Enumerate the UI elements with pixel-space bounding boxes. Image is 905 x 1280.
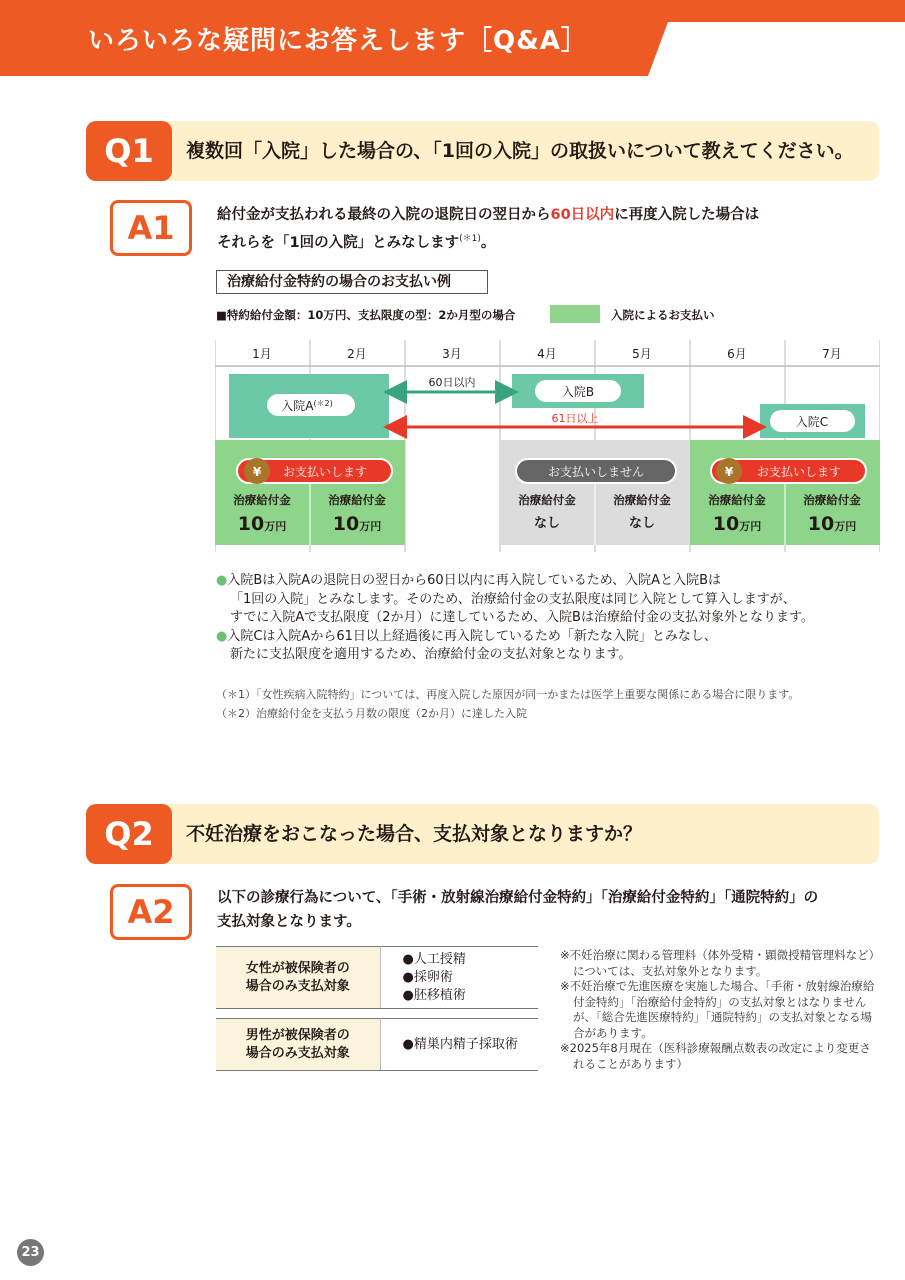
example-condition: ■特約給付金額：10万円、支払限度の型：2か月型の場合 [216,308,516,322]
a2-badge: A2 [110,884,192,940]
page-number: 23 [17,1239,44,1266]
svg-text:なし: なし [533,516,561,531]
q1-badge: Q1 [86,121,172,181]
q2-question: 不妊治療をおこなった場合、支払対象となりますか？ [186,823,643,845]
svg-text:治療給付金: 治療給付金 [328,493,386,507]
q2-badge: Q2 [86,804,172,864]
q2-side-notes: ※不妊治療に関わる管理料（体外受精・顕微授精管理料など）については、支払対象外となります。 ※不妊治療で先進医療を実施した場合、「手術・放射線治療給付金特約」「治療給付金特約」の支払対象とはなりませんが、「総合先進医療特約」「通院特約」の支払対象となる場合があります。 ※2025年8月現在（医科診療報酬点数表の改定により変更されることがあります） [560,948,875,1071]
stay-a [229,374,389,438]
pay-pill-c [711,458,866,484]
a1-answer: 給付金が支払われる最終の入院の退院日の翌日から60日以内に再度入院した場合は それらを「1回の入院」とみなします$^{(*1)}$。 [217,207,760,251]
interval-61-arrow [395,411,755,427]
nopay-pill-b [516,459,676,483]
svg-text:¥: ¥ [252,465,262,479]
a1-badge: A1 [110,200,192,256]
pay-pill-a [237,458,392,484]
footnote-2: （＊2）治療給付金を支払う月数の限度（2か月）に達した入院 [216,707,527,720]
q1-notes: ●入院Bは入院Aの退院日の翌日から60日以内に再入院しているため、入院Aと入院Bは 「1回の入院」とみなします。そのため、治療給付金の支払限度は同じ入院として算入しますが、 すでに入院Aで支払限度（2か月）に達しているため、入院Bは治療給付金の支払対象外となります。 ●入院Cは入院Aから61日以上経過後に再入院しているため「新たな入院」とみなし、 新たに支払限度を適用するため、治療給付金の支払対象となります。 [216,573,814,662]
stay-c [760,404,865,438]
example-title: 治療給付金特約の場合のお支払い例 [216,270,488,294]
svg-text:60日以内: 60日以内 [428,376,476,389]
svg-text:治療給付金: 治療給付金 [803,493,861,507]
eligibility-table-female [216,946,538,1009]
stay-b [512,374,644,408]
svg-text:お支払いします: お支払いします [756,465,842,479]
svg-text:入院C: 入院C [795,415,829,429]
svg-text:入院A(＊2): 入院$A^{(*2)}$ [281,399,333,413]
svg-text:お支払いしません: お支払いしません [547,465,645,479]
legend-label: 入院によるお支払い [611,308,715,322]
q1-band [86,121,879,181]
svg-text:お支払いします: お支払いします [282,465,368,479]
svg-text:治療給付金: 治療給付金 [613,493,671,507]
svg-text:治療給付金: 治療給付金 [708,493,766,507]
svg-text:61日以上: 61日以上 [551,412,599,425]
a2-answer: 以下の診療行為について、「手術・放射線治療給付金特約」「治療給付金特約」「通院特約」の 支払対象となります。 [217,890,819,930]
legend-swatch [550,305,600,323]
month-label: 7月 [822,347,842,361]
svg-text:治療給付金: 治療給付金 [233,493,291,507]
table-row-label: 男性が被保険者の 場合のみ支払対象 [216,1019,380,1071]
page-title: いろいろな疑問にお答えします［Q&A］ [88,26,588,56]
table-row-items: ●人工授精 ●採卵術 ●胚移植術 [380,947,538,1009]
month-label: 6月 [727,347,747,361]
table-row-items: ●精巣内精子採取術 [380,1019,538,1071]
month-label: 5月 [632,347,652,361]
month-label: 3月 [442,347,462,361]
svg-text:なし: なし [628,516,656,531]
svg-text:入院B: 入院B [561,385,595,399]
svg-text:10万円: 10万円 [237,513,287,535]
q2-band [86,804,879,864]
interval-60-arrow [395,375,507,392]
table-row-label: 女性が被保険者の 場合のみ支払対象 [216,947,380,1009]
q1-question: 複数回「入院」した場合の、「1回の入院」の取扱いについて教えてください。 [186,140,854,162]
month-label: 2月 [347,347,367,361]
payment-timeline [215,330,880,555]
month-label: 4月 [537,347,557,361]
svg-text:治療給付金: 治療給付金 [518,493,576,507]
svg-text:¥: ¥ [724,465,734,479]
eligibility-table-male [216,1018,538,1071]
month-label: 1月 [252,347,272,361]
svg-text:10万円: 10万円 [807,513,857,535]
footnote-1: （＊1）「女性疾病入院特約」については、再度入院した原因が同一かまたは医学上重要な関係にある場合に限ります。 [216,688,800,701]
svg-text:10万円: 10万円 [712,513,762,535]
svg-text:10万円: 10万円 [332,513,382,535]
